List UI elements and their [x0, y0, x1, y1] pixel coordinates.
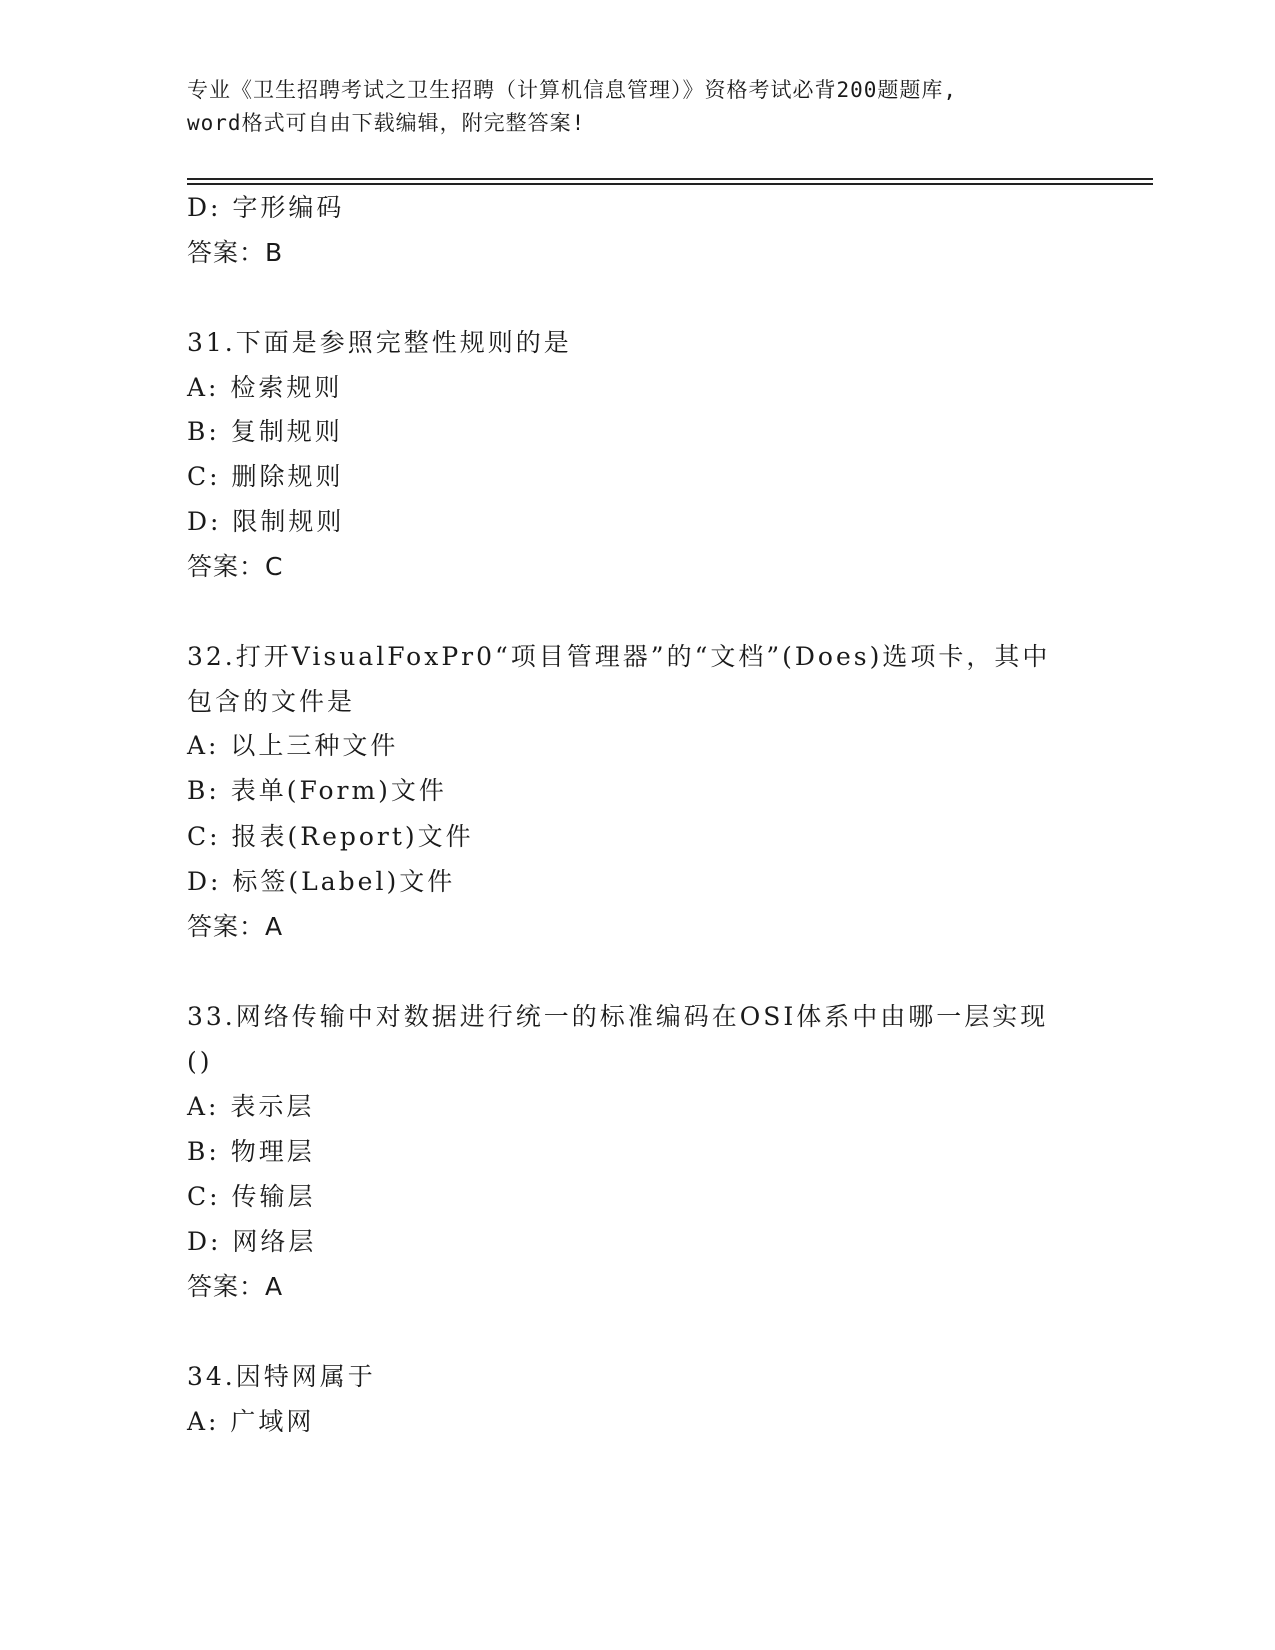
q32-option-b: B: 表单(Form)文件: [187, 776, 447, 805]
q33-answer: 答案：A: [187, 1272, 284, 1301]
header-line-2: word格式可自由下载编辑，附完整答案!: [187, 111, 586, 135]
q32-option-c: C: 报表(Report)文件: [187, 822, 474, 851]
q34-option-a: A: 广域网: [187, 1407, 315, 1436]
q31-option-d: D: 限制规则: [187, 507, 345, 536]
header-divider-bottom: [187, 183, 1153, 185]
q31-stem: 31.下面是参照完整性规则的是: [187, 328, 572, 357]
q31-option-b: B: 复制规则: [187, 417, 343, 446]
q32-option-d: D: 标签(Label)文件: [187, 867, 456, 896]
q32-answer: 答案：A: [187, 912, 284, 941]
prev-option-d: D: 字形编码: [187, 193, 345, 222]
document-header: [187, 74, 1087, 140]
q33-stem-line-1: 33.网络传输中对数据进行统一的标准编码在OSI体系中由哪一层实现: [187, 1002, 1049, 1031]
q33-option-c: C: 传输层: [187, 1182, 316, 1211]
q33-option-d: D: 网络层: [187, 1227, 317, 1256]
q33-option-b: B: 物理层: [187, 1137, 315, 1166]
q31-answer: 答案：C: [187, 552, 284, 581]
header-line-1: 专业《卫生招聘考试之卫生招聘（计算机信息管理）》资格考试必背200题题库,: [187, 78, 958, 102]
q32-stem-line-2: 包含的文件是: [187, 687, 356, 716]
q34-stem: 34.因特网属于: [187, 1362, 376, 1391]
q33-option-a: A: 表示层: [187, 1092, 315, 1121]
header-divider-top: [187, 178, 1153, 180]
prev-answer: 答案：B: [187, 238, 284, 267]
q31-option-c: C: 删除规则: [187, 462, 344, 491]
q31-option-a: A: 检索规则: [187, 373, 343, 402]
q33-stem-line-2: (): [187, 1047, 213, 1076]
q32-option-a: A: 以上三种文件: [187, 731, 399, 760]
q32-stem-line-1: 32.打开VisualFoxPr0“项目管理器”的“文档”(Does)选项卡，其中: [187, 642, 1051, 671]
